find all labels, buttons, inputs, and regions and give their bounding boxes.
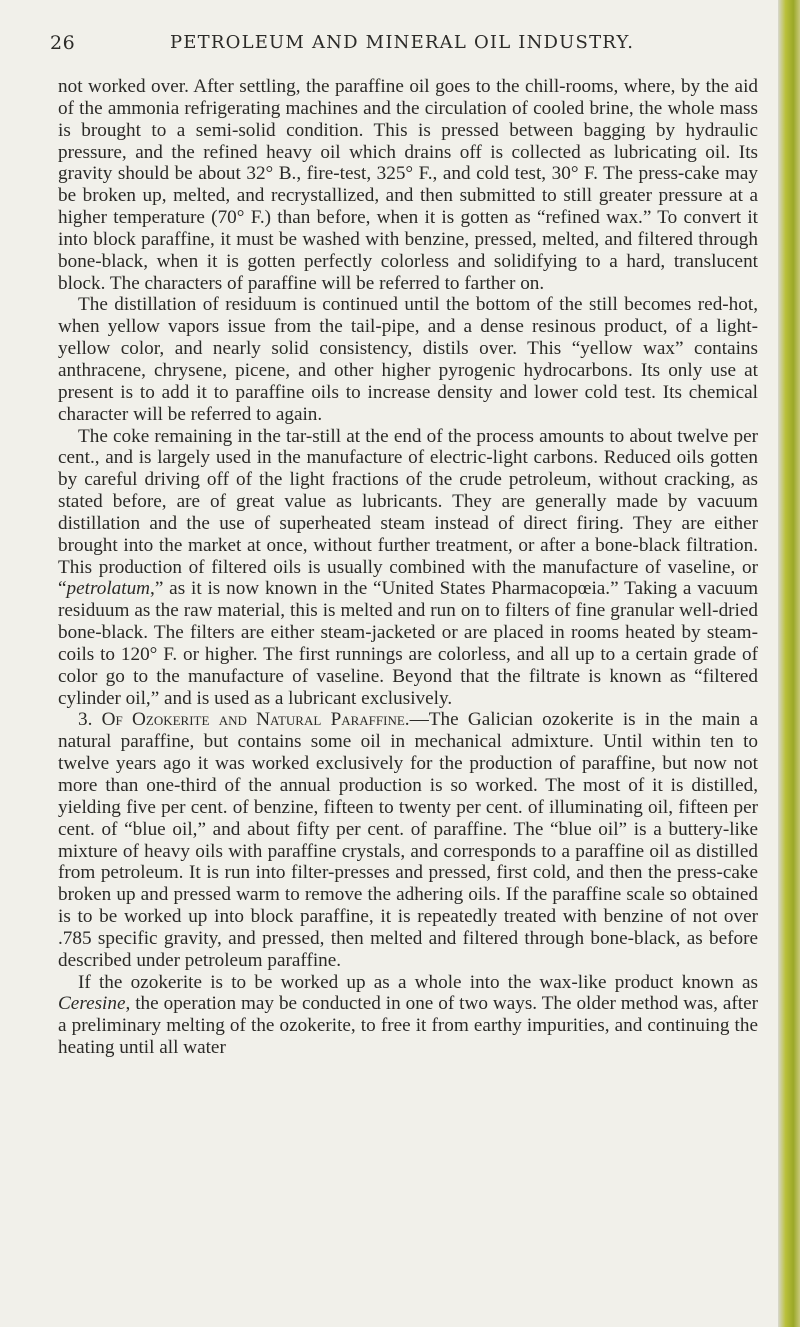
italic-term-ceresine: Ceresine — [58, 993, 126, 1015]
paragraph-text: —The Galician ozokerite is in the main a natural paraffine, but contains some oil in mechanical admixture. Until within ten to twelve years ago it was worked exclusively for the production of paraffine, but now not more than one-third of the annual production is so worked. The most of it is distilled, yielding five per cent. of benzine, fifteen to twenty per cent. of illuminating oil, fifteen per cent. of “blue oil,” and about fifty per cent. of paraffine. The “blue oil” is a buttery-like mixture of heavy oils with paraffine crystals, and corresponds to a paraffine oil as distilled from petroleum. It is run into filter-presses and pressed, first cold, and then the press-cake broken up and pressed warm to remove the adhering oils. If the paraffine scale so obtained is to be worked up into block paraffine, it is repeatedly treated with benzine of not over .785 specific gravity, and pressed, then melted and filtered through bone-black, as before described under petroleum paraffine. — [58, 709, 758, 971]
page-header — [50, 32, 750, 62]
page-number: 26 — [50, 32, 76, 54]
paragraph-residuum-distillation: The distillation of residuum is continued until the bottom of the still becomes red-hot, when yellow vapors issue from the tail-pipe, and a dense resinous product, of a light-yellow color, and nearly solid consistency, distils over. This “yellow wax” contains anthracene, chrysene, picene, and other higher pyrogenic hydrocarbons. Its only use at present is to add it to paraffine oils to increase density and lower cold test. Its chemical character will be referred to again. — [58, 294, 758, 425]
running-head: PETROLEUM AND MINERAL OIL INDUSTRY. — [170, 32, 635, 53]
italic-term-petrolatum: petrolatum — [66, 578, 151, 600]
section-heading: 3. Of Ozokerite and Natural Paraffine. — [78, 709, 410, 731]
book-binding-edge — [778, 0, 800, 1327]
paragraph-text: If the ozokerite is to be worked up as a whole into the wax-like product known as — [78, 971, 758, 993]
paragraph-text: ,” as it is now known in the “United States Pharmacopœia.” Taking a vacuum residuum as the raw material, this is melted and run on to filters of fine granular well-dried bone-black. The filters are either steam-jacketed or are placed in rooms heated by steam-coils to 120° F. or higher. The first runnings are colorless, and all up to a certain grade of color go to the manufacture of vaseline. Beyond that the filtrate is known as “filtered cylinder oil,” and is used as a lubricant exclusively. — [58, 578, 758, 709]
paragraph-coke-and-reduced-oils — [58, 426, 758, 710]
paragraph-paraffine-processing: not worked over. After settling, the paraffine oil goes to the chill-rooms, where, by the aid of the ammonia refrigerating machines and the circulation of cooled brine, the whole mass is brought to a semi-solid condition. This is pressed between bagging by hydraulic pressure, and the refined heavy oil which drains off is collected as lubricating oil. Its gravity should be about 32° B., fire-test, 325° F., and cold test, 30° F. The press-cake may be broken up, melted, and recrystallized, and then submitted to still greater pressure at a higher temperature (70° F.) than before, when it is gotten as “refined wax.” To convert it into block paraffine, it must be washed with benzine, pressed, melted, and filtered through bone-black, when it is gotten perfectly colorless and solidifying to a hard, translucent block. The characters of paraffine will be referred to farther on. — [58, 76, 758, 294]
body-text — [58, 76, 758, 1059]
paragraph-text: , the operation may be conducted in one of two ways. The older method was, after a preliminary melting of the ozokerite, to free it from earthy impurities, and continuing the heating until all water — [58, 993, 758, 1059]
paragraph-ozokerite — [58, 709, 758, 971]
paragraph-ceresine — [58, 972, 758, 1059]
paragraph-text: The coke remaining in the tar-still at the end of the process amounts to about twelve per cent., and is largely used in the manufacture of electric-light carbons. Reduced oils gotten by careful driving off of the light fractions of the crude petroleum, without cracking, as stated before, are of great value as lubricants. They are generally made by vacuum distillation and the use of superheated steam instead of direct firing. They are either brought into the market at once, without further treatment, or after a bone-black filtration. This production of filtered oils is usually combined with the manufacture of vaseline, or “ — [58, 425, 758, 600]
